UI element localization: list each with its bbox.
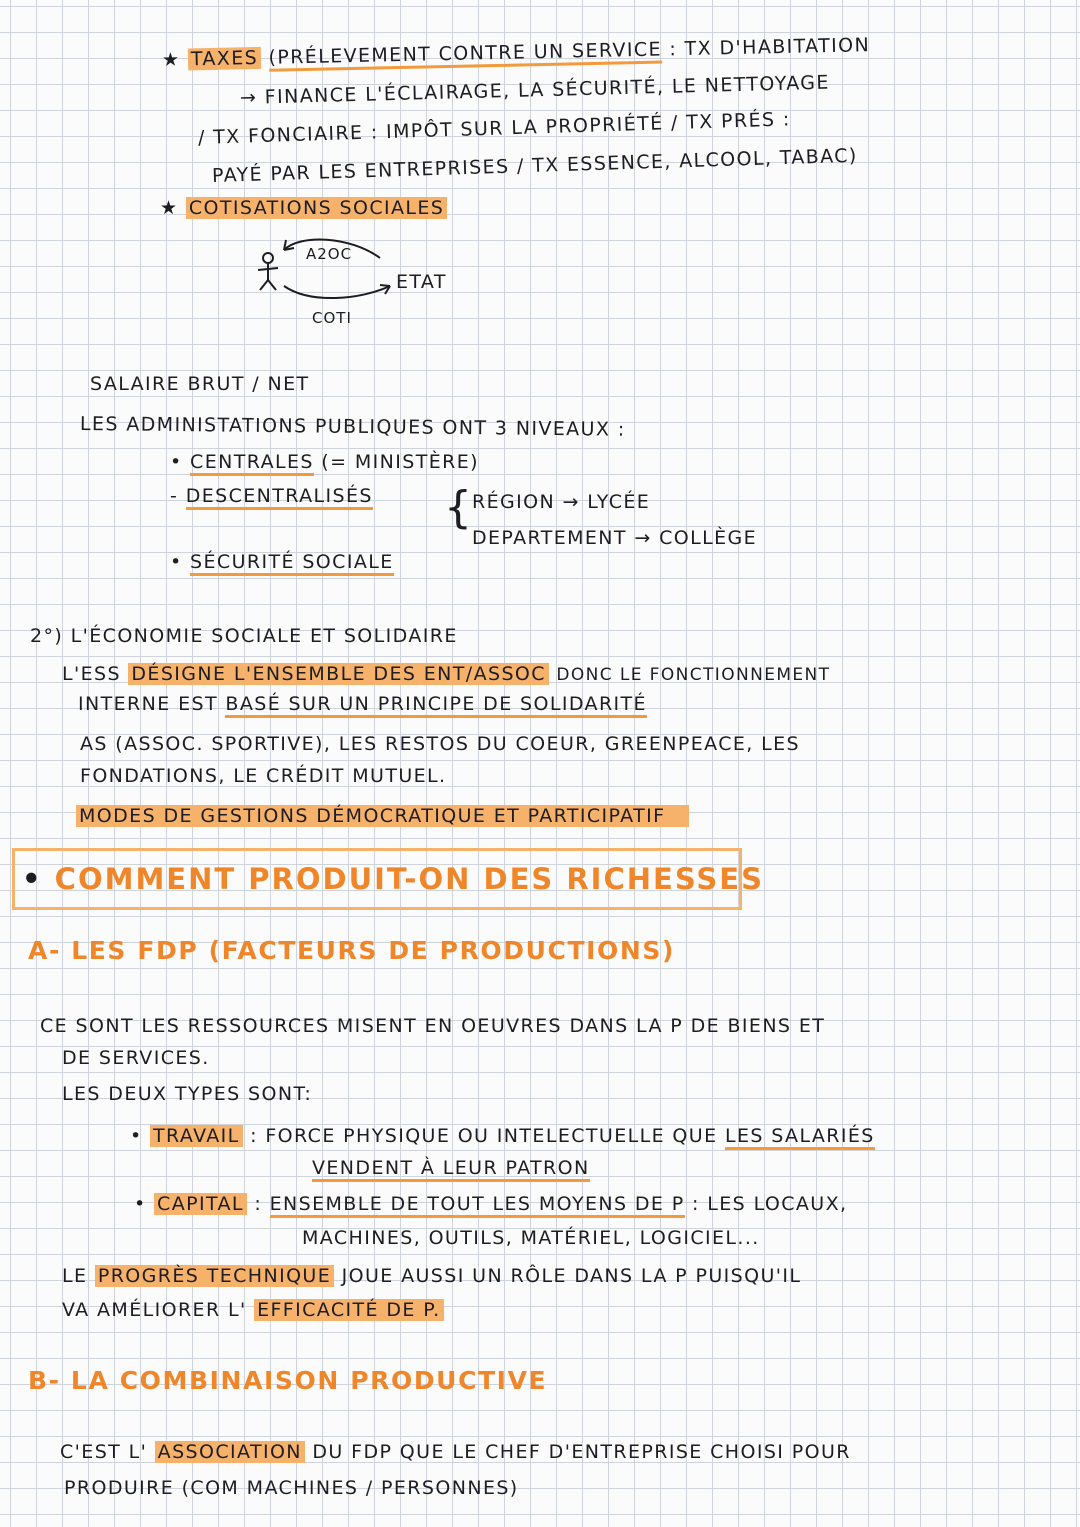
taxes-line-2: → FINANCE L'ÉCLAIRAGE, LA SÉCURITÉ, LE NETTOYAGE xyxy=(239,71,831,109)
part-b-association: ASSOCIATION xyxy=(155,1441,305,1463)
taxes-definition: (PRÉLEVEMENT CONTRE UN SERVICE xyxy=(268,39,662,72)
salaire-line: SALAIRE BRUT / NET xyxy=(90,373,310,395)
part-a-line-1: CE SONT LES RESSOURCES MISENT EN OEUVRES DANS LA P DE BIENS ET xyxy=(40,1015,826,1037)
bullet-dot: • xyxy=(170,551,191,573)
progres-role: JOUE AUSSI UN RÔLE DANS LA P PUISQU'IL xyxy=(341,1265,802,1287)
star-icon: ★ xyxy=(161,48,181,71)
taxes-line-3: / TX FONCIAIRE : IMPÔT SUR LA PROPRIÉTÉ / TX PRÉS : xyxy=(197,108,791,149)
securite-label: SÉCURITÉ SOCIALE xyxy=(190,551,394,576)
part-a-line-3: LES DEUX TYPES SONT: xyxy=(62,1083,313,1105)
ess-abbrev: L'ESS xyxy=(62,663,121,685)
ess-line-2 xyxy=(78,692,647,716)
ess-line-1 xyxy=(62,662,830,687)
progres-technique: PROGRÈS TECHNIQUE xyxy=(95,1265,334,1287)
ess-line-4: FONDATIONS, LE CRÉDIT MUTUEL. xyxy=(80,765,447,787)
diagram-bottom-label: COTI xyxy=(312,309,352,327)
part-a-title: A- LES FDP (FACTEURS DE PRODUCTIONS) xyxy=(28,936,676,965)
admin-securite xyxy=(170,550,394,574)
person-icon xyxy=(258,253,278,290)
brace-icon: { xyxy=(444,482,472,533)
capital-line xyxy=(134,1192,847,1216)
bullet-dot: • xyxy=(22,862,43,896)
ess-principle: BASÉ SUR UN PRINCIPE DE SOLIDARITÉ xyxy=(225,693,647,718)
travail-salaries: LES SALARIÉS xyxy=(725,1125,875,1150)
capital-colon: : xyxy=(254,1193,263,1215)
taxes-habitation: : TX D'HABITATION xyxy=(669,34,871,61)
progres-le: LE xyxy=(62,1265,88,1287)
descentralises-label: DESCENTRALISÉS xyxy=(186,485,373,510)
cotisations-label: COTISATIONS SOCIALES xyxy=(186,197,447,219)
progres-efficacite: EFFICACITÉ DE P. xyxy=(254,1299,444,1321)
section-title-text: COMMENT PRODUIT-ON DES RICHESSES xyxy=(54,862,765,896)
part-b-title: B- LA COMBINAISON PRODUCTIVE xyxy=(28,1366,548,1395)
bullet-dot: - xyxy=(170,485,186,507)
capital-def-tail: : LES LOCAUX, xyxy=(692,1193,848,1215)
ess-title: 2°) L'ÉCONOMIE SOCIALE ET SOLIDAIRE xyxy=(30,625,458,647)
star-icon: ★ xyxy=(160,197,179,219)
diagram-right-label: ETAT xyxy=(396,271,447,293)
centrales-label: CENTRALES xyxy=(190,451,314,476)
part-b-line-2: PRODUIRE (COM MACHINES / PERSONNES) xyxy=(64,1477,519,1499)
part-b-def: DU FDP QUE LE CHEF D'ENTREPRISE CHOISI POUR xyxy=(312,1441,851,1463)
progres-line-2 xyxy=(62,1298,444,1322)
diagram-top-label: A2OC xyxy=(306,245,353,263)
bullet-dot: • xyxy=(134,1193,155,1215)
bullet-dot: • xyxy=(130,1125,151,1147)
departement-line: DEPARTEMENT → COLLÈGE xyxy=(472,527,758,549)
travail-vendent: VENDENT À LEUR PATRON xyxy=(312,1157,590,1182)
capital-line-2: MACHINES, OUTILS, MATÉRIEL, LOGICIEL... xyxy=(302,1227,760,1249)
taxes-label: TAXES xyxy=(188,47,262,71)
admin-descentralises xyxy=(170,484,373,508)
taxes-line-4: PAYÉ PAR LES ENTREPRISES / TX ESSENCE, ALCOOL, TABAC) xyxy=(211,144,859,187)
section-title xyxy=(22,862,764,896)
progres-line xyxy=(62,1264,801,1288)
admin-intro: LES ADMINISTATIONS PUBLIQUES ONT 3 NIVEAUX : xyxy=(79,413,626,441)
part-a-line-2: DE SERVICES. xyxy=(62,1047,210,1069)
centrales-note: (= MINISTÈRE) xyxy=(321,451,479,473)
travail-line xyxy=(130,1124,875,1148)
admin-centrales xyxy=(170,450,479,474)
ess-modes: MODES DE GESTIONS DÉMOCRATIQUE ET PARTICIPATIF xyxy=(76,805,689,827)
travail-label: TRAVAIL xyxy=(150,1125,243,1147)
travail-def: : FORCE PHYSIQUE OU INTELECTUELLE QUE xyxy=(250,1125,718,1147)
cotisation-arrow xyxy=(284,286,390,298)
part-b-cest: C'EST L' xyxy=(60,1441,148,1463)
ess-internal: INTERNE EST xyxy=(78,693,218,715)
bullet-dot: • xyxy=(170,451,191,473)
ess-definition: DÉSIGNE L'ENSEMBLE DES ENT/ASSOC xyxy=(128,663,549,685)
travail-line-2 xyxy=(312,1156,590,1180)
ess-line-5 xyxy=(76,804,689,828)
ess-definition-tail: DONC LE FONCTIONNEMENT xyxy=(556,665,831,685)
progres-ameliorer: VA AMÉLIORER L' xyxy=(62,1299,247,1321)
capital-def: ENSEMBLE DE TOUT LES MOYENS DE P xyxy=(270,1193,685,1218)
part-b-line-1 xyxy=(60,1440,851,1464)
ess-line-3: AS (ASSOC. SPORTIVE), LES RESTOS DU COEUR, GREENPEACE, LES xyxy=(80,733,801,755)
capital-label: CAPITAL xyxy=(154,1193,247,1215)
region-line: RÉGION → LYCÉE xyxy=(472,491,651,513)
